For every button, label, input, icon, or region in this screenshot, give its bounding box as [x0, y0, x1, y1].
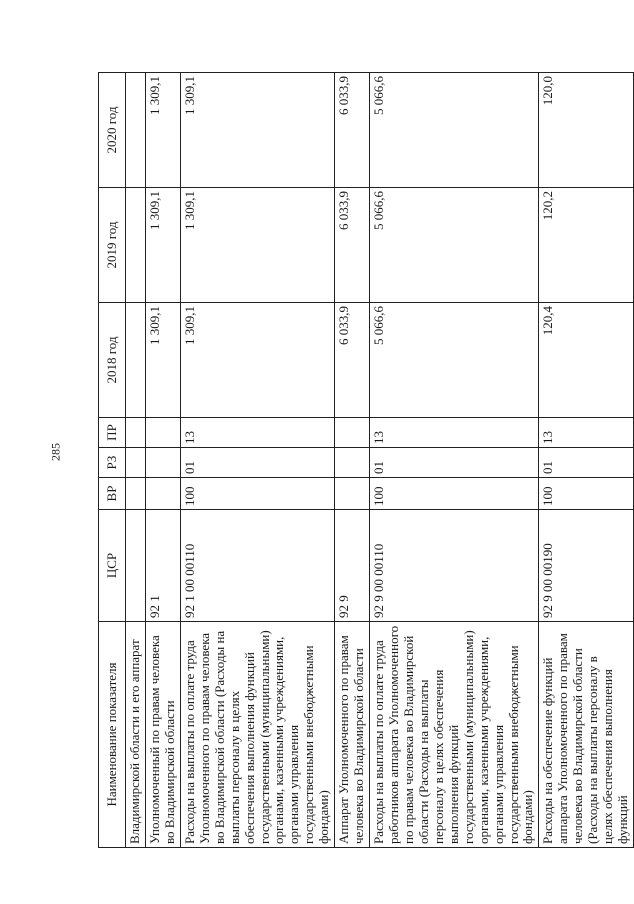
row-csr: 92 9 00 00110	[370, 510, 539, 622]
header-2019: 2019 год	[99, 188, 126, 303]
row-vr: 100	[539, 478, 634, 510]
header-2020: 2020 год	[99, 73, 126, 188]
table-row	[335, 73, 370, 848]
row-2020	[126, 73, 146, 188]
row-csr	[126, 510, 146, 622]
row-name: Владимирской области и его аппарат	[126, 622, 146, 848]
row-2019: 6 033,9	[335, 188, 370, 303]
table-row	[539, 73, 634, 848]
row-pr: 13	[539, 418, 634, 448]
row-rz: 01	[539, 448, 634, 478]
row-2019: 1 309,1	[145, 188, 180, 303]
row-rz: 01	[180, 448, 334, 478]
row-2019: 120,2	[539, 188, 634, 303]
header-2018: 2018 год	[99, 303, 126, 418]
row-2018: 5 066,6	[370, 303, 539, 418]
row-2019: 1 309,1	[180, 188, 334, 303]
row-pr	[145, 418, 180, 448]
table-row	[126, 73, 146, 848]
row-rz: 01	[370, 448, 539, 478]
row-2019: 5 066,6	[370, 188, 539, 303]
header-vr: ВР	[99, 478, 126, 510]
table-row	[370, 73, 539, 848]
table-row	[180, 73, 334, 848]
row-csr: 92 9	[335, 510, 370, 622]
row-name: Расходы на выплаты по оплате труда Уполномоченного по правам человека во Владимирской области (Расходы на выплаты персоналу в целях обеспечения выполнения функций государственными (муниципальными) органами, казенными учреждениями, органами управления государственными внебюджетными фондами)	[180, 622, 334, 848]
row-pr	[126, 418, 146, 448]
row-2020: 5 066,6	[370, 73, 539, 188]
row-2020: 1 309,1	[180, 73, 334, 188]
row-rz	[126, 448, 146, 478]
page-number: 285	[48, 443, 63, 461]
rotated-content	[98, 72, 631, 848]
row-2019	[126, 188, 146, 303]
row-2018: 120,4	[539, 303, 634, 418]
row-2018: 1 309,1	[180, 303, 334, 418]
row-2018: 6 033,9	[335, 303, 370, 418]
row-2020: 120,0	[539, 73, 634, 188]
document-frame	[98, 72, 631, 848]
row-2018: 1 309,1	[145, 303, 180, 418]
row-pr: 13	[370, 418, 539, 448]
table-row	[145, 73, 180, 848]
row-rz	[145, 448, 180, 478]
row-vr	[335, 478, 370, 510]
row-vr: 100	[180, 478, 334, 510]
row-name: Расходы на выплаты по оплате труда работников аппарата Уполномоченного по правам человека во Владимирской области (Расходы на выплаты персоналу в целях обеспечения выполнения функций государственными (муниципальными) органами, казенными учреждениями, органами управления государственными внебюджетными фондами)	[370, 622, 539, 848]
row-2018	[126, 303, 146, 418]
row-csr: 92 1 00 00110	[180, 510, 334, 622]
header-csr: ЦСР	[99, 510, 126, 622]
row-rz	[335, 448, 370, 478]
row-vr: 100	[370, 478, 539, 510]
row-vr	[126, 478, 146, 510]
header-row	[99, 73, 126, 848]
row-name: Аппарат Уполномоченного по правам человека во Владимирской области	[335, 622, 370, 848]
row-pr	[335, 418, 370, 448]
row-csr: 92 9 00 00190	[539, 510, 634, 622]
row-2020: 1 309,1	[145, 73, 180, 188]
header-rz: РЗ	[99, 448, 126, 478]
header-pr: ПР	[99, 418, 126, 448]
row-name: Расходы на обеспечение функций аппарата Уполномоченного по правам человека во Владимирской области (Расходы на выплаты персоналу в целях обеспечения выполнения функций	[539, 622, 634, 848]
row-2020: 6 033,9	[335, 73, 370, 188]
budget-table	[98, 72, 634, 848]
row-name: Уполномоченный по правам человека во Владимирской области	[145, 622, 180, 848]
row-pr: 13	[180, 418, 334, 448]
row-csr: 92 1	[145, 510, 180, 622]
row-vr	[145, 478, 180, 510]
header-name: Наименование показателя	[99, 622, 126, 848]
